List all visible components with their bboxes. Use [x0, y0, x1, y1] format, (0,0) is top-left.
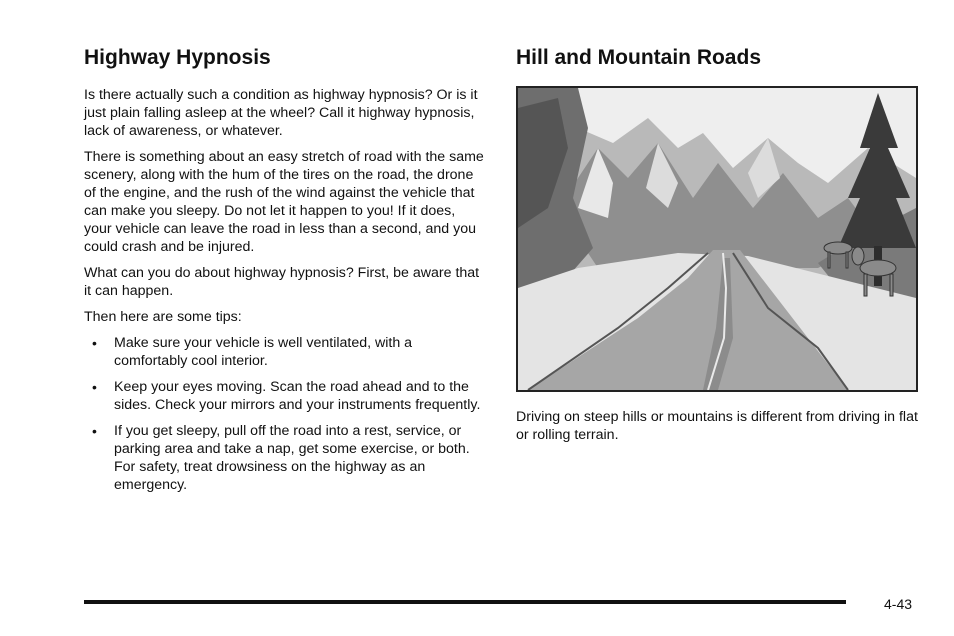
list-item [84, 378, 484, 414]
paragraph-2: There is something about an easy stretch of road with the same scenery, along with the hum of the tires on the road, the drone of the engine, and the rush of the wind against the vehicle that can make you sleepy. Do not let it happen to you! If it does, your vehicle can leave the road in less than a second, and you could crash and be injured. [84, 149, 484, 255]
list-item-text: Keep your eyes moving. Scan the road ahead and to the sides. Check your mirrors and your instruments frequently. [114, 379, 481, 413]
bullet-icon: • [92, 423, 97, 439]
bullet-icon: • [92, 335, 97, 351]
left-column [84, 44, 484, 502]
section-heading-highway-hypnosis: Highway Hypnosis [84, 46, 271, 69]
footer-rule [84, 600, 846, 604]
list-item [84, 334, 484, 370]
section-heading-hill-mountain-roads: Hill and Mountain Roads [516, 46, 761, 69]
list-item-text: Make sure your vehicle is well ventilated, with a comfortably cool interior. [114, 335, 413, 369]
bullet-icon: • [92, 379, 97, 395]
list-item-text: If you get sleepy, pull off the road into a rest, service, or parking area and take a nap, get some exercise, or both. For safety, treat drowsiness on the highway as an emergency. [114, 423, 470, 493]
paragraph-1: Is there actually such a condition as highway hypnosis? Or is it just plain falling asleep at the wheel? Call it highway hypnosis, lack of awareness, or whatever. [84, 87, 478, 139]
paragraph-3: What can you do about highway hypnosis? First, be aware that it can happen. [84, 265, 480, 299]
right-column [516, 44, 918, 452]
list-item [84, 422, 484, 494]
tips-list [84, 334, 484, 494]
paragraph-4: Then here are some tips: [84, 309, 242, 325]
figure-caption: Driving on steep hills or mountains is different from driving in flat or rolling terrain. [516, 409, 918, 443]
page-number: 4-43 [884, 596, 913, 612]
mountain-road-illustration [516, 86, 918, 392]
